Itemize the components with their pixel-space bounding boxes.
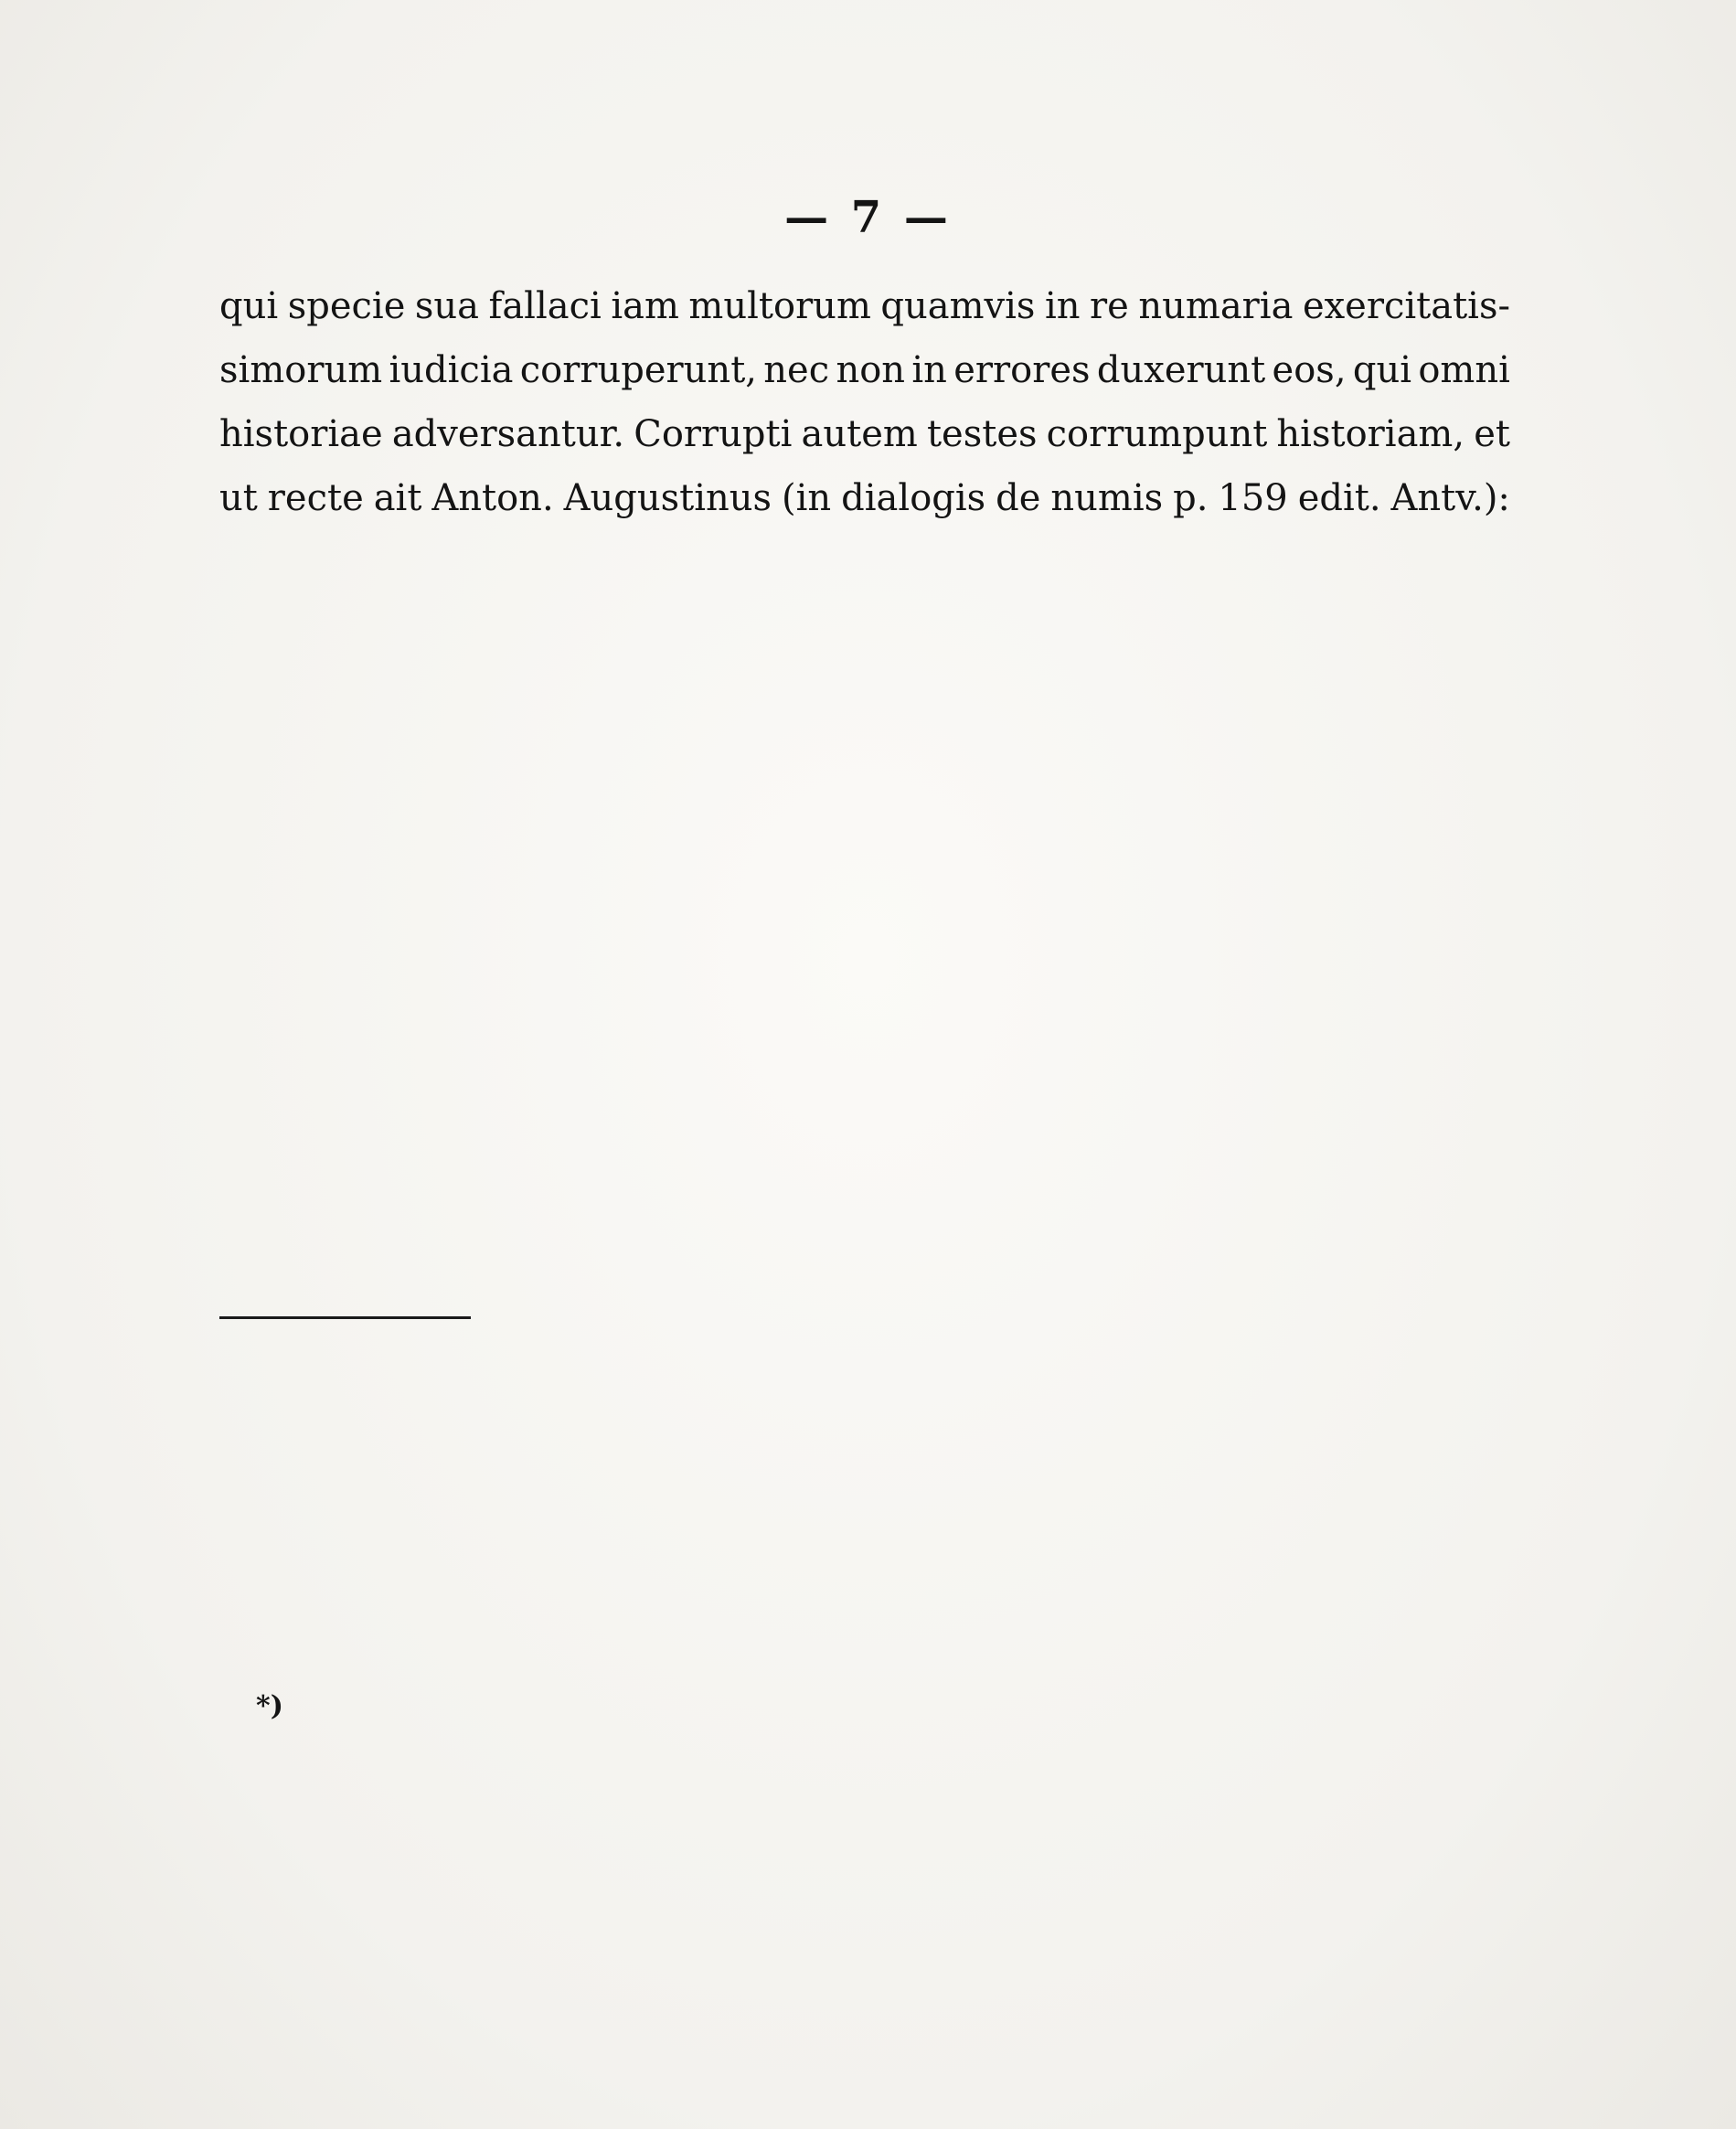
text-line	[219, 338, 1510, 402]
word: 159	[1218, 477, 1288, 519]
word: Anton.	[431, 477, 554, 519]
word: simorum	[219, 349, 383, 391]
word: numaria	[1138, 285, 1294, 327]
word: omni	[1418, 349, 1510, 391]
text-line	[219, 274, 1510, 338]
word: de	[996, 477, 1041, 519]
text-line	[219, 466, 1510, 530]
word: dialogis	[841, 477, 986, 519]
word: p.	[1173, 477, 1209, 519]
word: errores	[953, 349, 1091, 391]
word: iudicia	[389, 349, 514, 391]
word: corruperunt,	[519, 349, 757, 391]
word: adversantur.	[391, 413, 625, 455]
main-text	[219, 274, 1510, 530]
footnote-marker: *)	[256, 1690, 283, 1722]
text-line	[219, 402, 1510, 466]
word: specie	[287, 285, 406, 327]
word: (in	[782, 477, 832, 519]
word: numis	[1050, 477, 1164, 519]
word: exercitatis-	[1302, 285, 1510, 327]
word: multorum	[688, 285, 871, 327]
word: ut	[219, 477, 258, 519]
word: fallaci	[488, 285, 602, 327]
word: in	[911, 349, 947, 391]
word: non	[836, 349, 906, 391]
word: sua	[414, 285, 480, 327]
word: re	[1090, 285, 1129, 327]
word: nec	[763, 349, 830, 391]
word: historiam,	[1276, 413, 1465, 455]
word: historiae	[219, 413, 383, 455]
word: edit.	[1297, 477, 1381, 519]
word: qui	[1352, 349, 1412, 391]
page-number: — 7 —	[784, 192, 952, 243]
word: ait	[373, 477, 422, 519]
word: et	[1474, 413, 1510, 455]
word: autem	[801, 413, 918, 455]
word: iam	[611, 285, 679, 327]
word: eos,	[1272, 349, 1347, 391]
word: Augustinus	[563, 477, 772, 519]
word: Corrupti	[634, 413, 793, 455]
word: in	[1044, 285, 1081, 327]
word: qui	[219, 285, 279, 327]
word: duxerunt	[1096, 349, 1266, 391]
word: quamvis	[880, 285, 1036, 327]
word: corrumpunt	[1046, 413, 1268, 455]
word: Antv.):	[1390, 477, 1510, 519]
footnote-rule	[219, 1316, 471, 1319]
word: recte	[267, 477, 364, 519]
word: testes	[926, 413, 1038, 455]
